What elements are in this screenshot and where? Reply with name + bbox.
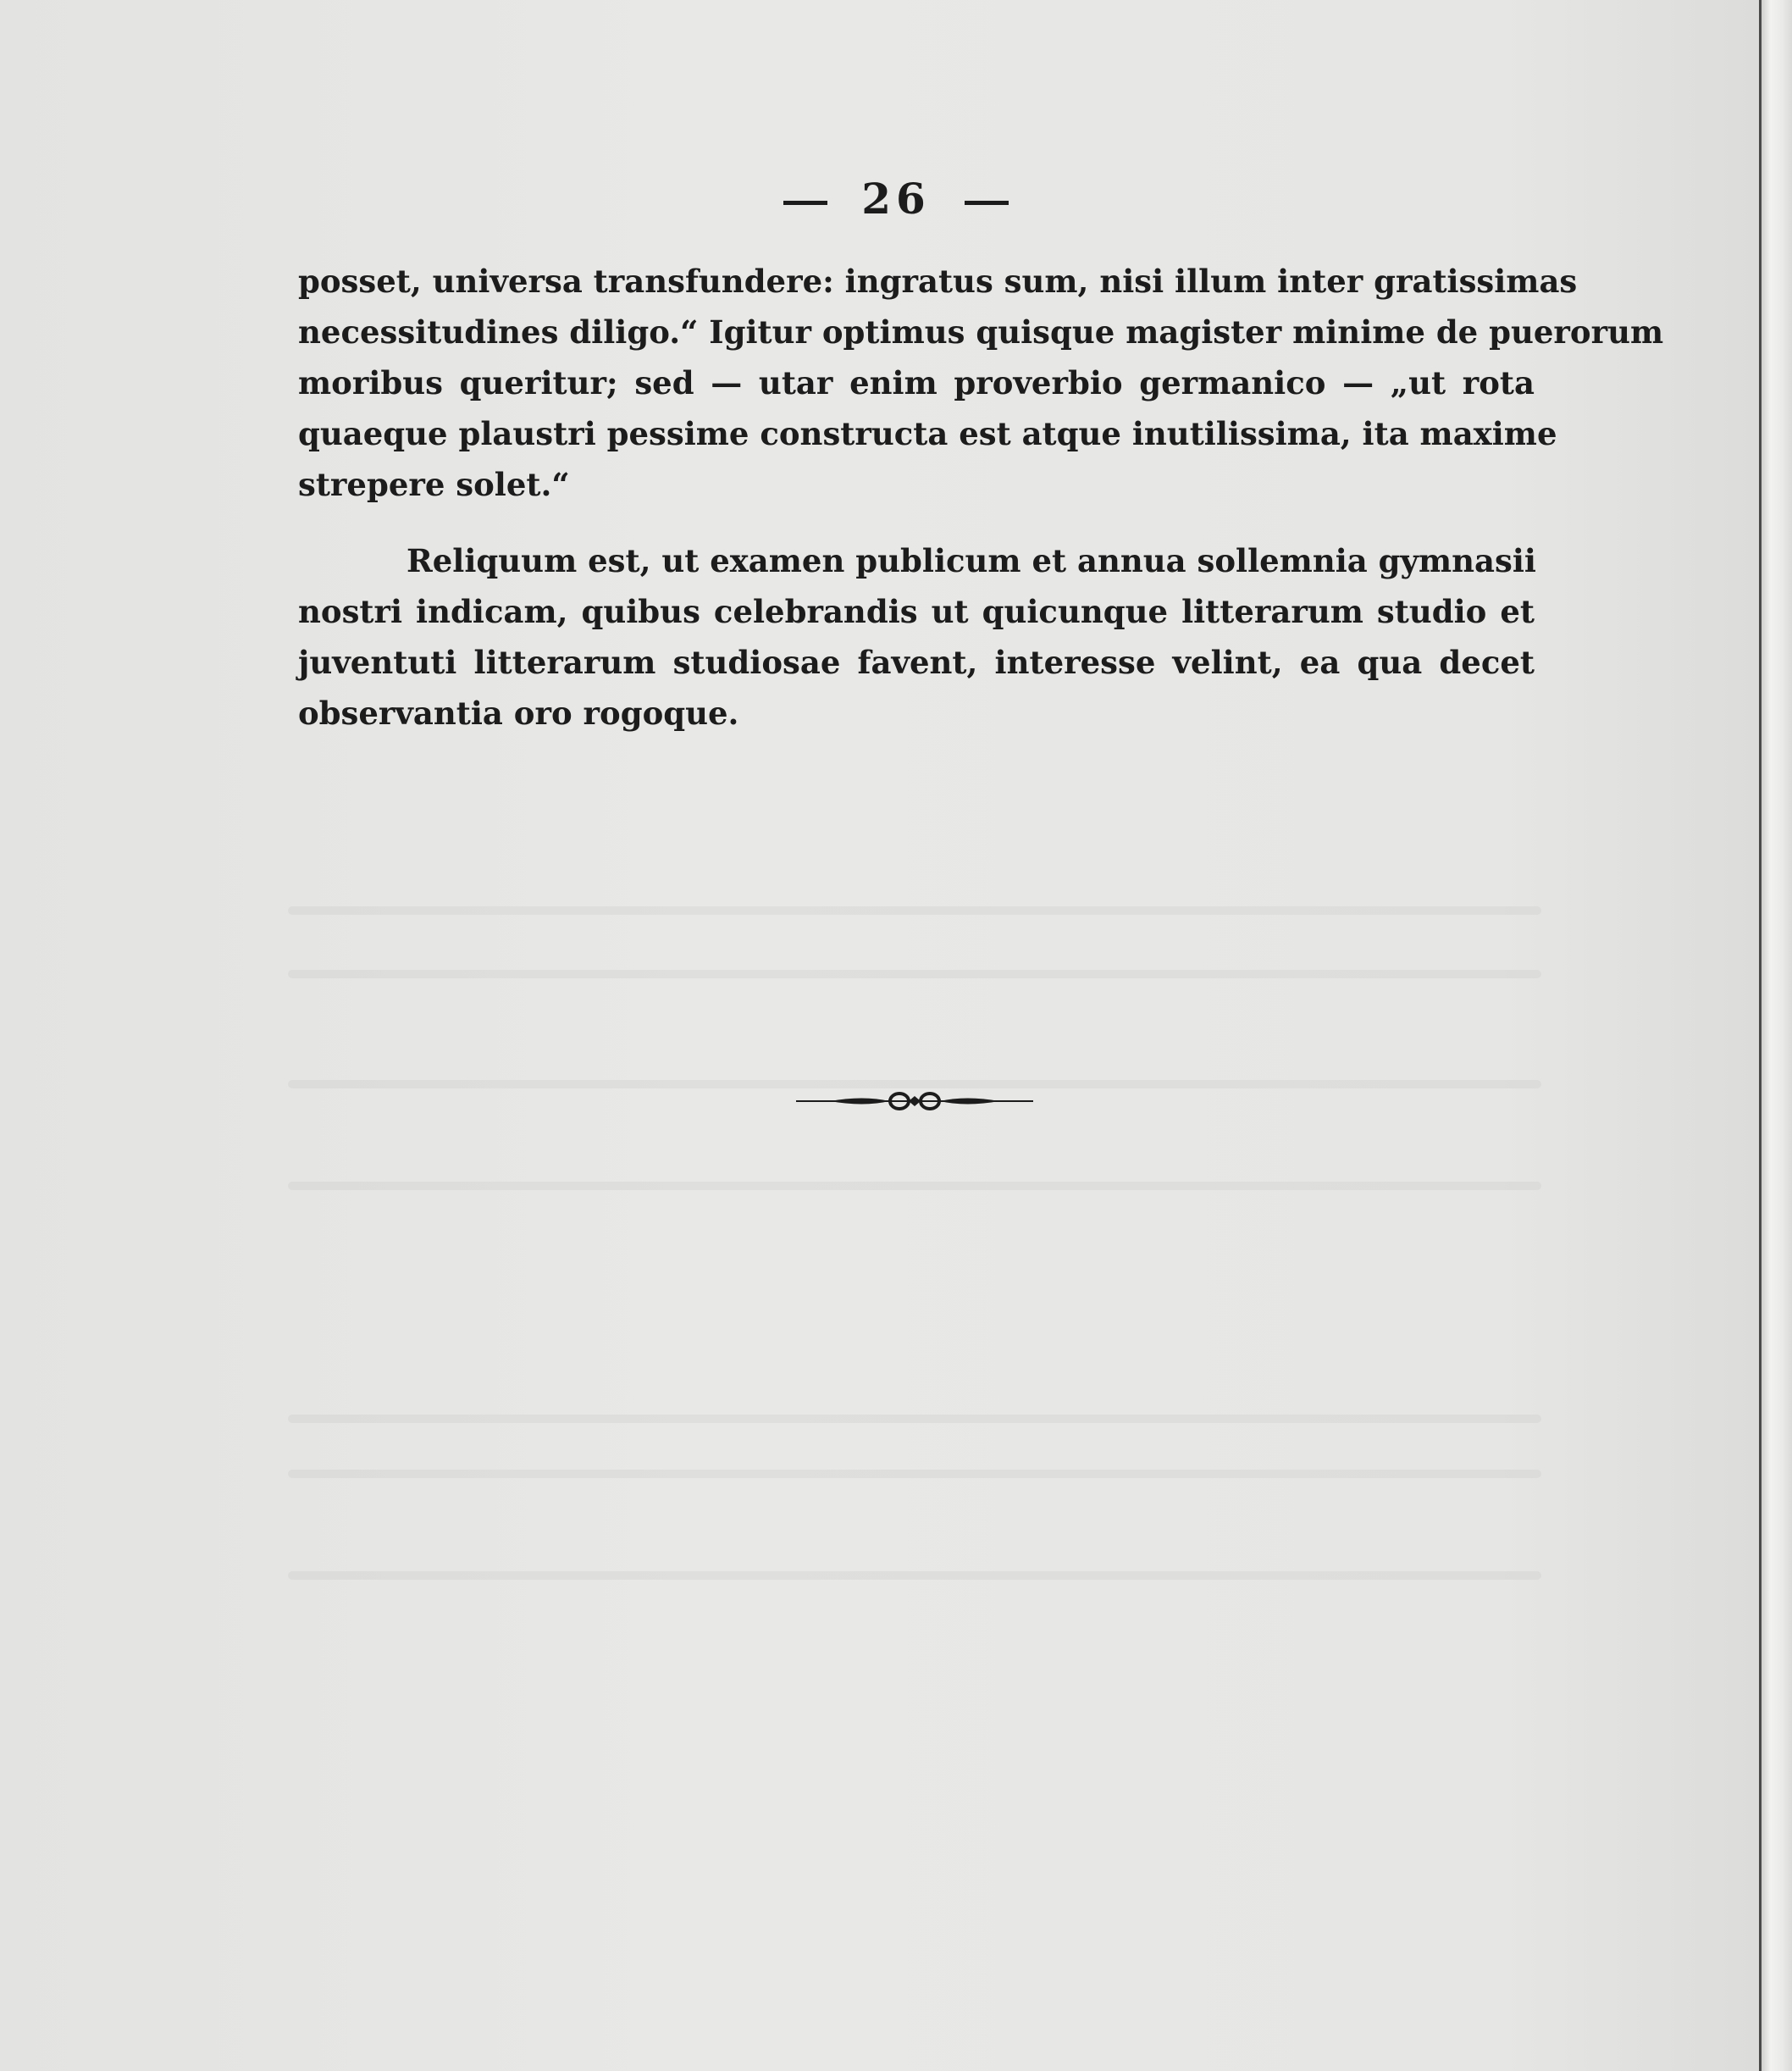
text-line: moribus queritur; sed — utar enim proverbio germanico — „ut rota xyxy=(298,364,1535,401)
page-number-value: 26 xyxy=(861,174,931,224)
text-line: strepere solet.“ xyxy=(298,466,570,503)
show-through-line xyxy=(288,1182,1541,1190)
text-line: Reliquum est, ut examen publicum et annua sollemnia gymnasii xyxy=(407,542,1536,579)
text-line: posset, universa transfundere: ingratus sum, nisi illum inter gratissimas xyxy=(298,263,1578,300)
text-line: necessitudines diligo.“ Igitur optimus quisque magister minime de puerorum xyxy=(298,313,1664,351)
show-through-line xyxy=(288,1415,1541,1423)
text-line: observantia oro rogoque. xyxy=(298,695,739,732)
text-line: nostri indicam, quibus celebrandis ut quicunque litterarum studio et xyxy=(298,593,1535,630)
show-through-line xyxy=(288,906,1541,915)
text-line: quaeque plaustri pessime constructa est atque inutilissima, ita maxime xyxy=(298,415,1557,452)
rule-ornament-icon xyxy=(796,1084,1033,1118)
body-text xyxy=(298,256,1664,739)
folio-dash-left xyxy=(783,201,827,205)
show-through-line xyxy=(288,1470,1541,1478)
paragraph-1 xyxy=(298,256,1664,510)
page-edge xyxy=(1759,0,1792,2071)
text-line: juventuti litterarum studiosae favent, interesse velint, ea qua decet xyxy=(298,644,1535,681)
folio-dash-right xyxy=(965,201,1009,205)
show-through-line xyxy=(288,1571,1541,1580)
paragraph-2 xyxy=(298,535,1535,739)
show-through-line xyxy=(288,970,1541,978)
page-number xyxy=(0,174,1792,224)
